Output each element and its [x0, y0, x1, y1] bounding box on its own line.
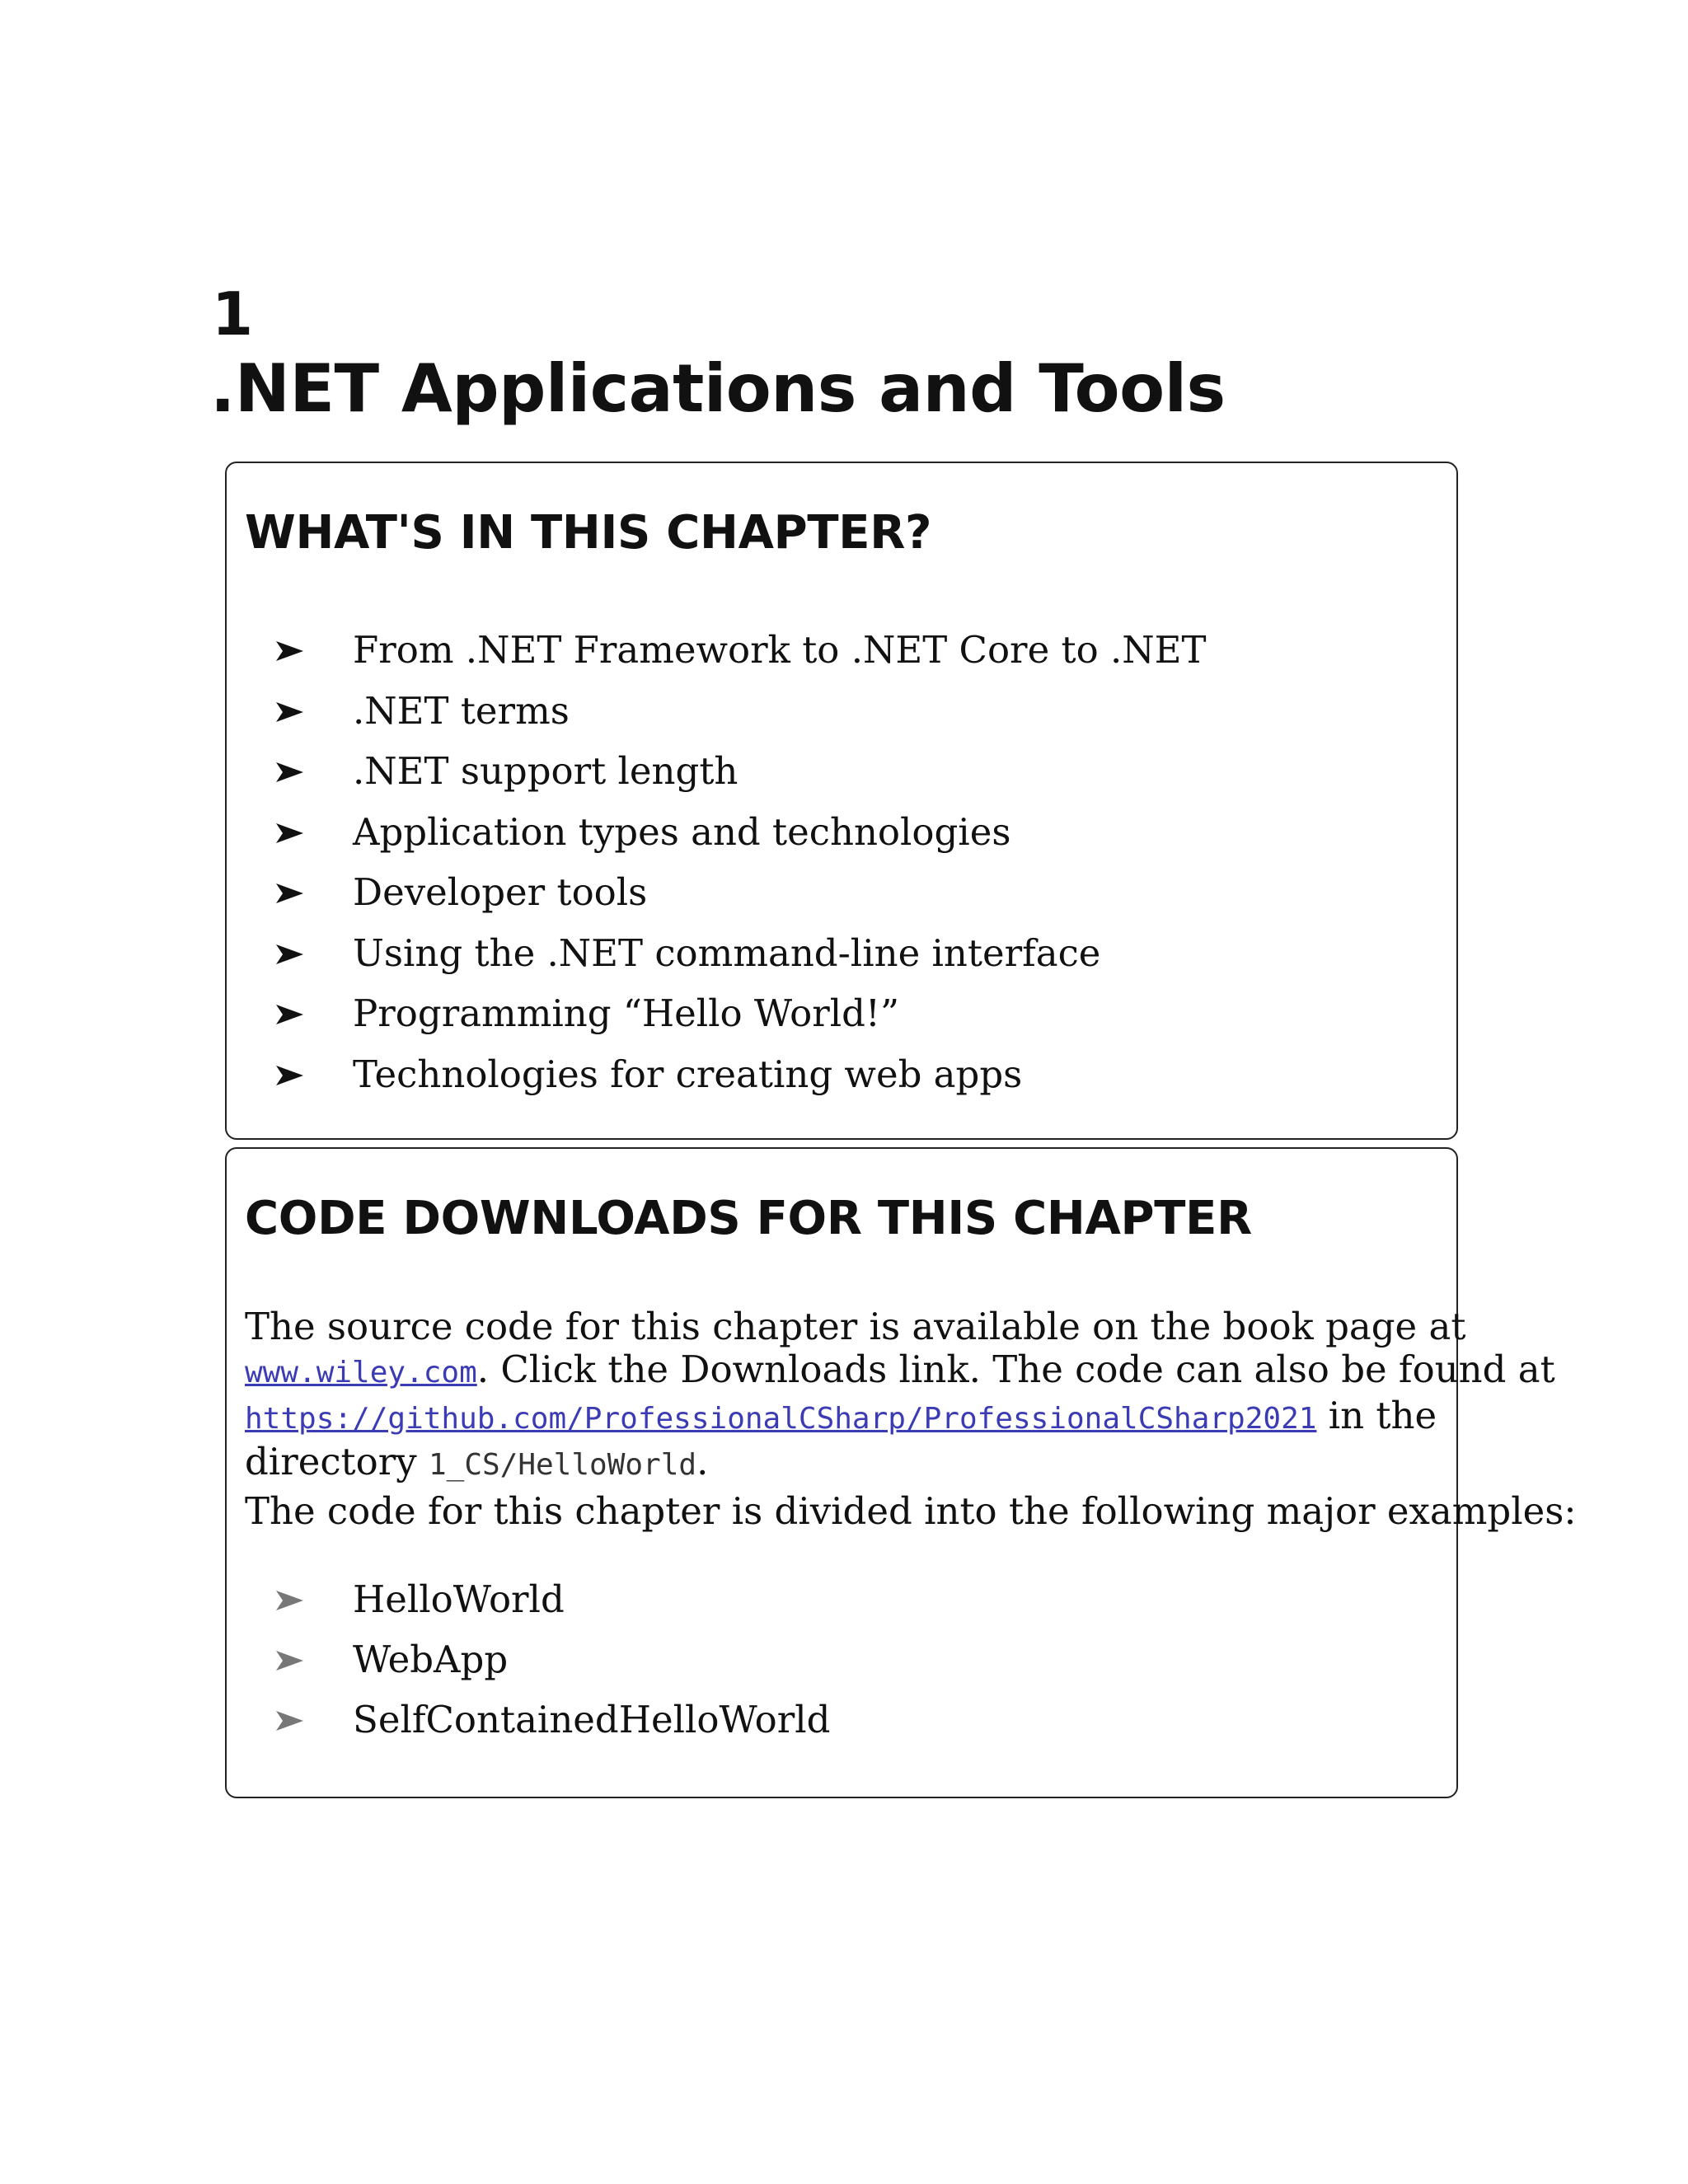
chapter-number: 1	[212, 279, 254, 349]
whats-in-chapter-heading: WHAT'S IN THIS CHAPTER?	[245, 506, 932, 560]
chapter-topics-list	[276, 620, 1207, 1104]
arrow-bullet-icon	[276, 944, 303, 964]
paragraph-text: directory	[245, 1440, 429, 1483]
list-item	[276, 741, 1207, 802]
code-downloads-box	[225, 1147, 1577, 1798]
arrow-bullet-icon	[276, 641, 303, 661]
code-downloads-heading: CODE DOWNLOADS FOR THIS CHAPTER	[245, 1192, 1252, 1245]
list-item	[276, 1629, 831, 1690]
arrow-bullet-icon	[276, 1711, 303, 1731]
arrow-bullet-icon	[276, 1066, 303, 1085]
list-item-text: .NET terms	[353, 688, 570, 733]
list-item	[276, 923, 1207, 984]
list-item-text: From .NET Framework to .NET Core to .NET	[353, 628, 1207, 672]
examples-list	[276, 1569, 831, 1750]
list-item	[276, 1569, 831, 1629]
list-item-text: Technologies for creating web apps	[353, 1052, 1023, 1096]
list-item	[276, 802, 1207, 863]
paragraph-text: The source code for this chapter is available on the book page at	[245, 1305, 1466, 1348]
list-item	[276, 1044, 1207, 1105]
arrow-bullet-icon	[276, 823, 303, 843]
wiley-link[interactable]: www.wiley.com	[245, 1356, 477, 1390]
whats-in-chapter-box	[225, 462, 1458, 1140]
paragraph-text: . Click the Downloads link. The code can also be found at	[476, 1347, 1555, 1391]
arrow-bullet-icon	[276, 702, 303, 722]
arrow-bullet-icon	[276, 762, 303, 782]
list-item-text: Using the .NET command-line interface	[353, 930, 1101, 975]
list-item-text: Application types and technologies	[353, 809, 1011, 854]
list-item	[276, 983, 1207, 1044]
list-item	[276, 1690, 831, 1750]
source-code-paragraph	[245, 1305, 1555, 1487]
list-item-text: Programming “Hello World!”	[353, 991, 900, 1035]
list-item-text: .NET support length	[353, 749, 738, 793]
paragraph-text: in the	[1316, 1394, 1437, 1437]
list-item-text: WebApp	[353, 1638, 509, 1681]
chapter-title: .NET Applications and Tools	[210, 350, 1226, 427]
github-link[interactable]: https://github.com/ProfessionalCSharp/ProfessionalCSharp2021	[245, 1402, 1317, 1436]
arrow-bullet-icon	[276, 883, 303, 903]
list-item	[276, 681, 1207, 742]
list-item-text: Developer tools	[353, 870, 648, 914]
arrow-bullet-icon	[276, 1651, 303, 1671]
list-item	[276, 862, 1207, 923]
arrow-bullet-icon	[276, 1591, 303, 1610]
list-item-text: SelfContainedHelloWorld	[353, 1698, 831, 1741]
directory-code: 1_CS/HelloWorld	[428, 1448, 697, 1482]
list-item	[276, 620, 1207, 681]
list-item-text: HelloWorld	[353, 1577, 565, 1621]
arrow-bullet-icon	[276, 1005, 303, 1024]
paragraph-text: .	[696, 1440, 709, 1483]
examples-intro-paragraph: The code for this chapter is divided into the following major examples:	[245, 1489, 1577, 1533]
